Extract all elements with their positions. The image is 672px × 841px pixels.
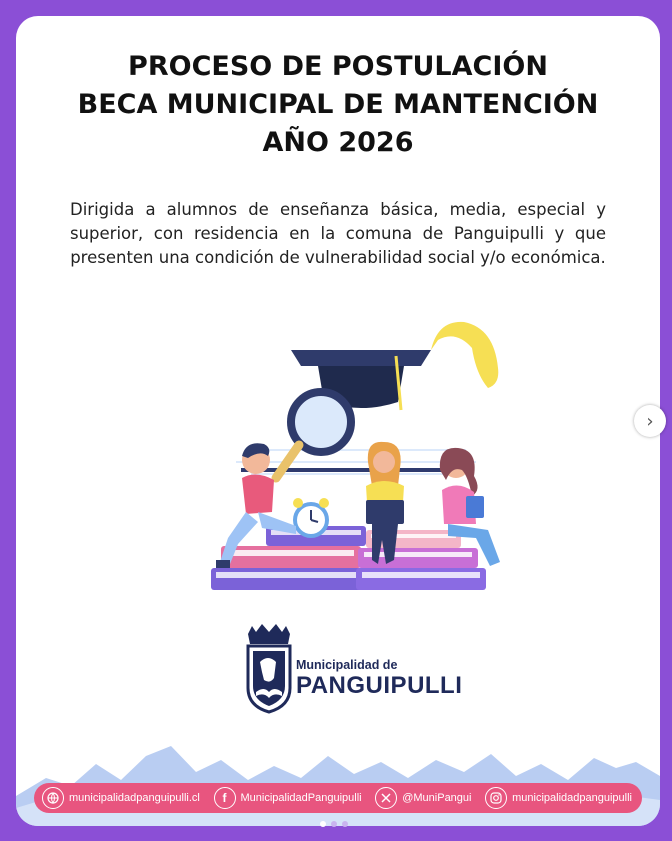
page-title (16, 48, 660, 162)
social-instagram[interactable] (485, 787, 632, 809)
carousel-dots (320, 821, 348, 827)
title-line-2: BECA MUNICIPAL DE MANTENCIÓN (77, 89, 599, 120)
carousel-dot[interactable] (342, 821, 348, 827)
coat-of-arms-icon (244, 622, 294, 714)
logo-name: PANGUIPULLI (296, 672, 463, 699)
social-instagram-label: municipalidadpanguipulli (512, 792, 632, 804)
web-icon (42, 787, 64, 809)
social-x-label: @MuniPangui (402, 792, 472, 804)
title-line-3: AÑO 2026 (262, 127, 414, 158)
social-web[interactable] (42, 787, 200, 809)
x-icon (375, 787, 397, 809)
carousel-dot[interactable] (320, 821, 326, 827)
grad-cap-board (291, 350, 431, 366)
social-links-bar (34, 783, 642, 813)
description-text: Dirigida a alumnos de enseñanza básica, media, especial y superior, con residencia en la comuna de Panguipulli y que presenten una condición de vulnerabilidad social y/o económica. (70, 200, 606, 267)
social-web-label: municipalidadpanguipulli.cl (69, 792, 200, 804)
social-facebook-label: MunicipalidadPanguipulli (240, 792, 362, 804)
students-illustration (176, 300, 516, 600)
book-bottom-left (211, 568, 366, 590)
carousel-next-button[interactable] (634, 405, 666, 437)
municipality-logo (244, 622, 463, 714)
social-facebook[interactable] (214, 787, 362, 809)
laptop (366, 500, 404, 524)
social-x[interactable] (375, 787, 471, 809)
facebook-icon: f (214, 787, 236, 809)
carousel-dot[interactable] (331, 821, 337, 827)
book-bottom-right (356, 568, 486, 590)
book-middle-left (221, 546, 361, 568)
title-line-1: PROCESO DE POSTULACIÓN (128, 51, 548, 82)
logo-subtitle: Municipalidad de (296, 658, 398, 672)
instagram-icon (485, 787, 507, 809)
tassel (431, 322, 498, 388)
post-card (16, 16, 660, 826)
chevron-right-icon: › (646, 410, 654, 432)
